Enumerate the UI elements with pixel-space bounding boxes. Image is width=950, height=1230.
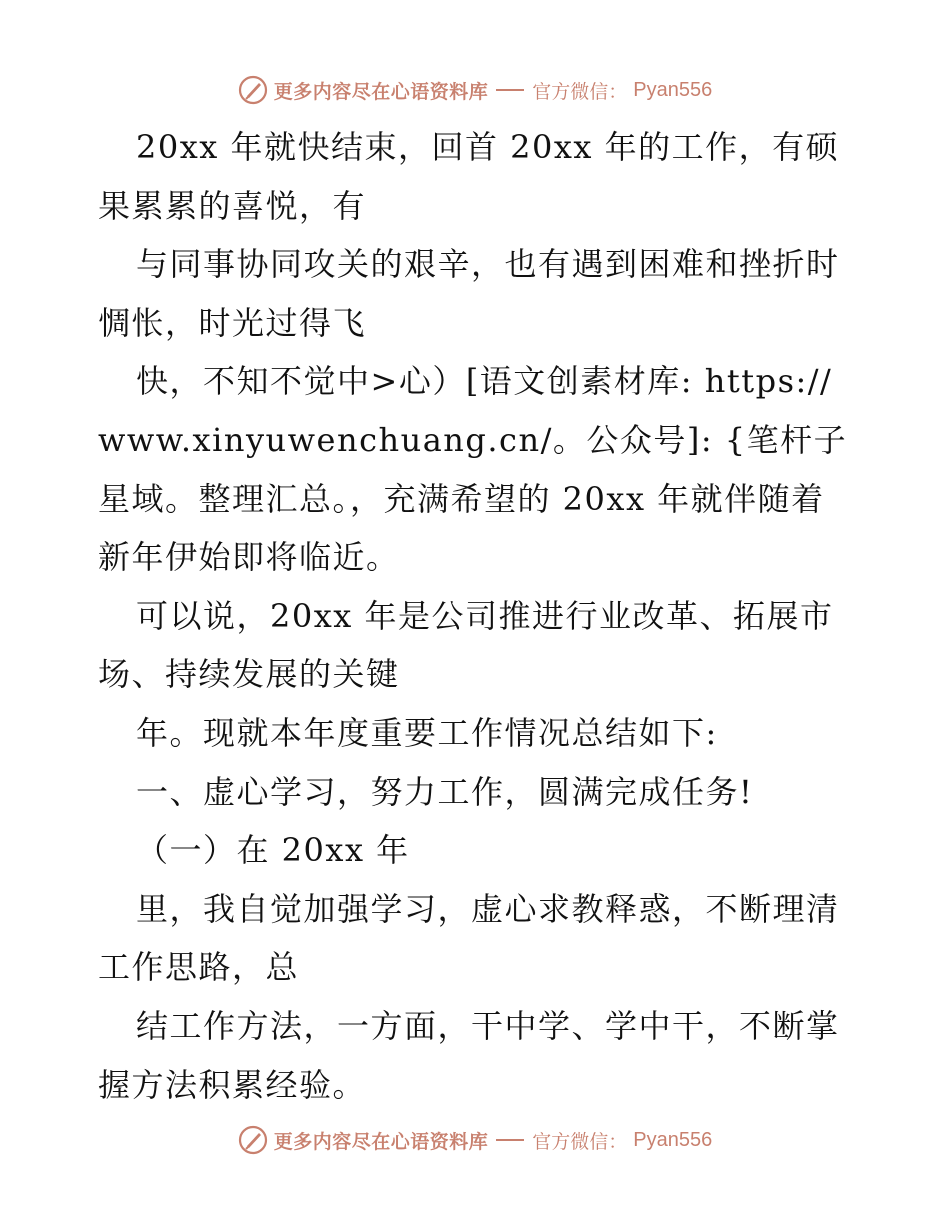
paragraph: 里，我自觉加强学习，虚心求教释惑，不断理清工作思路，总 <box>98 889 840 987</box>
wechat-id: Pyan556 <box>633 78 713 101</box>
section-heading: 一、虚心学习，努力工作，圆满完成任务! <box>136 772 754 811</box>
footer-banner <box>0 1120 950 1160</box>
subsection-heading: （一）在 20xx 年 <box>136 831 410 870</box>
paragraph: 快，不知不觉中>心）[语文创素材库: https://www.xinyuwenchuang.cn/。公众号]: {笔杆子星域。整理汇总。，充满希望的 20xx 年就伴随着新年伊始即将临近。 <box>98 362 848 577</box>
header-banner <box>0 70 950 110</box>
site-name: 更多内容尽在心语资料库 <box>273 1130 489 1153</box>
paragraph: 与同事协同攻关的艰辛，也有遇到困难和挫折时惆怅，时光过得飞 <box>98 245 840 342</box>
quill-logo-icon <box>238 1125 268 1155</box>
paragraph: 年。现就本年度重要工作情况总结如下: <box>136 713 718 752</box>
quill-logo-icon <box>238 75 268 105</box>
separator-dash <box>496 1139 524 1141</box>
wechat-id: Pyan556 <box>633 1128 713 1151</box>
wechat-label: 官方微信： <box>532 80 628 103</box>
paragraph: 结工作方法，一方面，干中学、学中干，不断掌握方法积累经验。 <box>98 1006 840 1104</box>
site-name: 更多内容尽在心语资料库 <box>273 80 489 103</box>
paragraph: 可以说，20xx 年是公司推进行业改革、拓展市场、持续发展的关键 <box>98 596 834 694</box>
wechat-label: 官方微信： <box>532 1130 628 1153</box>
paragraph: 20xx 年就快结束，回首 20xx 年的工作，有硕果累累的喜悦，有 <box>98 128 840 225</box>
document-body <box>98 118 858 1114</box>
separator-dash <box>496 89 524 91</box>
